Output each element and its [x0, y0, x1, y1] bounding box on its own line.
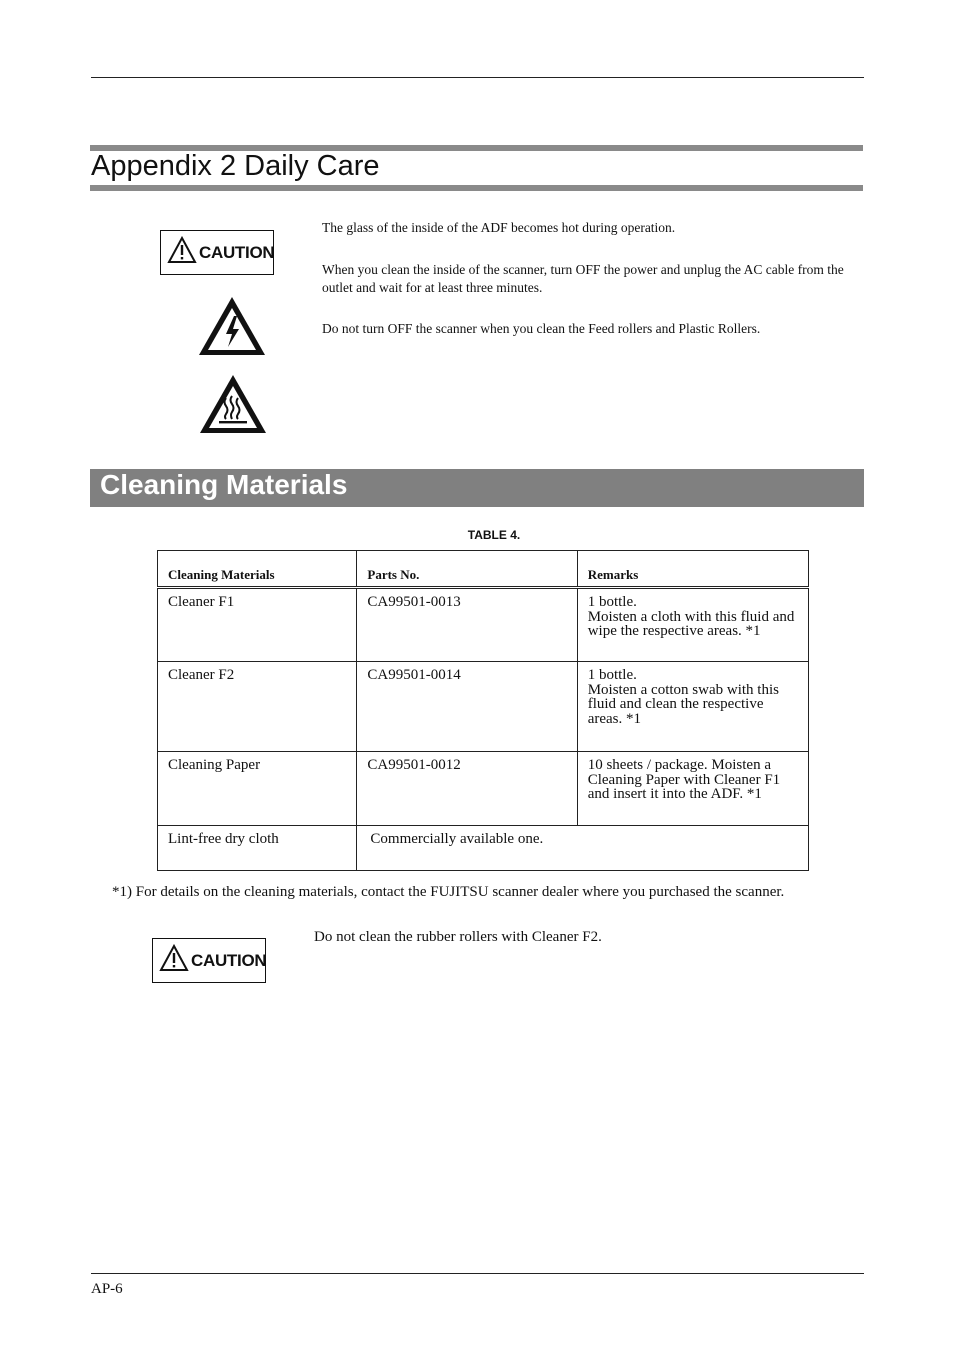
cell-remarks	[577, 588, 808, 662]
cell-material: Cleaner F2	[158, 662, 357, 752]
section-title: Cleaning Materials	[100, 469, 348, 500]
cell-merged-remarks	[357, 826, 809, 871]
hot-surface-warning-icon	[197, 372, 269, 441]
caution-text: CAUTION	[199, 242, 275, 262]
warning-text-hot-glass: The glass of the inside of the ADF becomes hot during operation.	[322, 220, 676, 235]
caution-label-2	[152, 938, 266, 983]
table-row	[158, 662, 809, 752]
warning-text-power-off: When you clean the inside of the scanner, turn OFF the power and unplug the AC cable from the outlet and wait for at least three minutes.	[322, 262, 844, 295]
cell-material: Lint-free dry cloth	[158, 826, 357, 871]
cell-material: Cleaning Paper	[158, 752, 357, 826]
exclamation-icon	[161, 236, 199, 269]
remark-line: 10 sheets / package. Moisten a Cleaning Paper with Cleaner F1 and insert it into the ADF. *1	[587, 757, 781, 802]
column-header-parts: Parts No.	[357, 551, 577, 588]
appendix-title: Appendix 2 Daily Care	[91, 150, 380, 182]
column-header-materials: Cleaning Materials	[158, 551, 357, 588]
table-row	[158, 588, 809, 662]
table-row	[158, 826, 809, 871]
table-header-row	[158, 551, 809, 588]
remark-line: Moisten a cloth with this fluid and wipe the respective areas. *1	[587, 608, 795, 639]
cleaning-materials-table	[157, 550, 809, 871]
exclamation-icon	[153, 944, 191, 977]
electric-shock-warning-icon	[196, 294, 268, 363]
caution-label	[160, 230, 274, 275]
footer-rule	[91, 1273, 864, 1274]
page-number: AP-6	[91, 1281, 123, 1297]
cell-remarks	[577, 662, 808, 752]
remark-line: 1 bottle.	[587, 667, 637, 683]
table-row	[158, 752, 809, 826]
remark-line: 1 bottle.	[587, 594, 637, 610]
footnote: *1) For details on the cleaning materials, contact the FUJITSU scanner dealer where you purchased the scanner.	[112, 884, 785, 900]
cell-remarks	[577, 752, 808, 826]
cell-part-number: CA99501-0013	[357, 588, 577, 662]
table-caption: TABLE 4.	[467, 528, 521, 542]
cell-part-number: CA99501-0012	[357, 752, 577, 826]
appendix-title-bar-bottom	[90, 185, 863, 191]
remark-line: Moisten a cotton swab with this fluid and clean the respective areas. *1	[587, 681, 779, 727]
warning-text-feed-rollers: Do not turn OFF the scanner when you clean the Feed rollers and Plastic Rollers.	[322, 321, 761, 336]
cell-part-number: CA99501-0014	[357, 662, 577, 752]
merged-remark-text: Commercially available one.	[370, 831, 544, 847]
cell-material: Cleaner F1	[158, 588, 357, 662]
caution-note: Do not clean the rubber rollers with Cleaner F2.	[314, 929, 602, 945]
caution-text: CAUTION	[191, 950, 267, 970]
column-header-remarks: Remarks	[577, 551, 808, 588]
header-rule	[91, 77, 864, 78]
